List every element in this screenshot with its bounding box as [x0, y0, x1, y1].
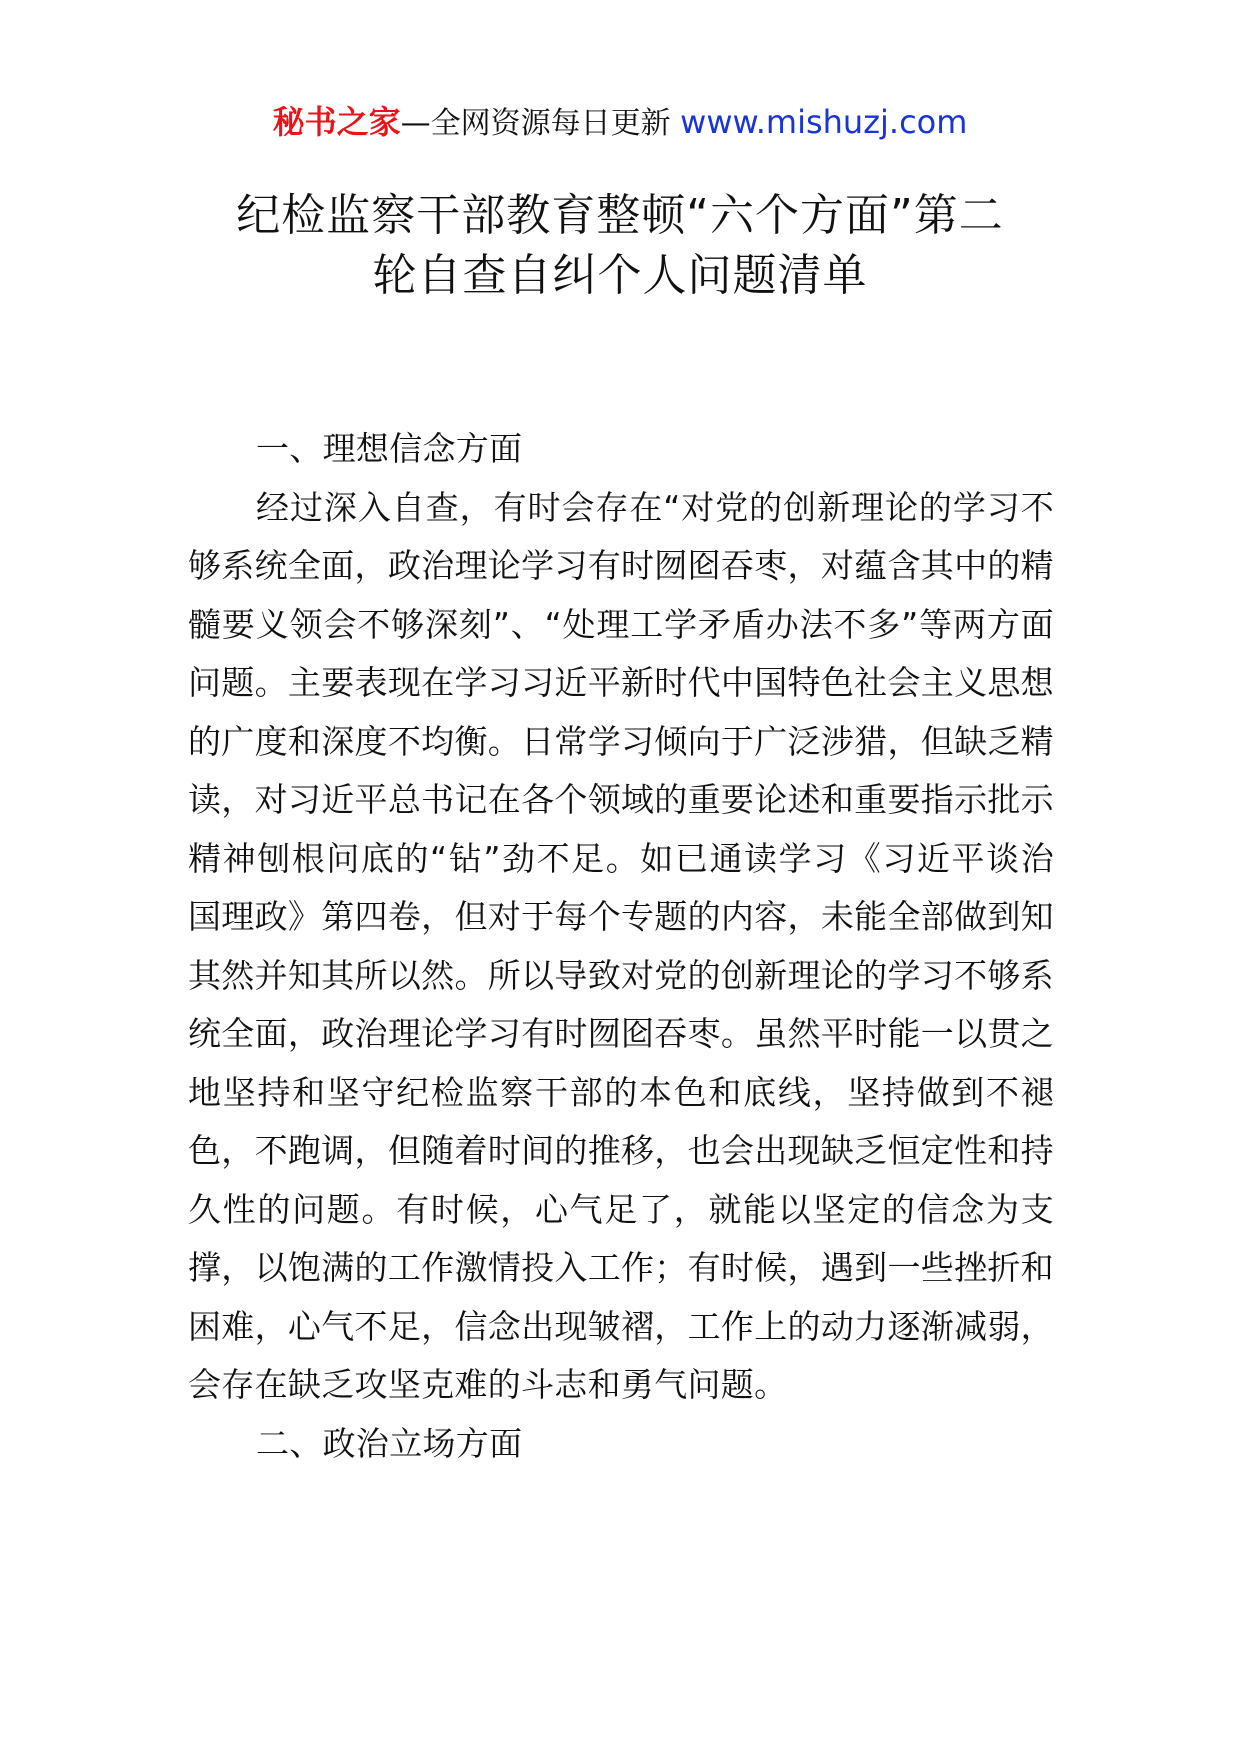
section-heading-1: 一、理想信念方面: [256, 429, 523, 468]
section-heading-2: 二、政治立场方面: [256, 1423, 523, 1463]
brand-name: 秘书之家: [272, 103, 401, 141]
document-body: [188, 420, 1054, 1473]
site-banner: [0, 100, 1240, 146]
section-paragraph-1: 经过深入自查，有时会存在“对党的创新理论的学习不够系统全面，政治理论学习有时囫囵吞枣，对蕴含其中的精髓要义领会不够深刻”、“处理工学矛盾办法不多”等两方面问题。主要表现在学习习近平新时代中国特色社会主义思想的广度和深度不均衡。日常学习倾向于广泛涉猎，但缺乏精读，对习近平总书记在各个领域的重要论述和重要指示批示精神刨根问底的“钻”劲不足。如已通读学习《习近平谈治国理政》第四卷，但对于每个专题的内容，未能全部做到知其然并知其所以然。所以导致对党的创新理论的学习不够系统全面，政治理论学习有时囫囵吞枣。虽然平时能一以贯之地坚持和坚守纪检监察干部的本色和底线，坚持做到不褪色，不跑调，但随着时间的推移，也会出现缺乏恒定性和持久性的问题。有时候，心气足了，就能以坚定的信念为支撑，以饱满的工作激情投入工作；有时候，遇到一些挫折和困难，心气不足，信念出现皱褶，工作上的动力逐渐减弱，会存在缺乏攻坚克难的斗志和勇气问题。: [188, 487, 1054, 1404]
banner-tagline: —全网资源每日更新: [400, 106, 681, 141]
title-line-2: 轮自查自纠个人问题清单: [372, 250, 868, 301]
document-title: [170, 186, 1070, 306]
title-line-1: 纪检监察干部教育整顿“六个方面”第二: [236, 190, 1004, 241]
site-url-link[interactable]: www.mishuzj.com: [680, 103, 968, 141]
